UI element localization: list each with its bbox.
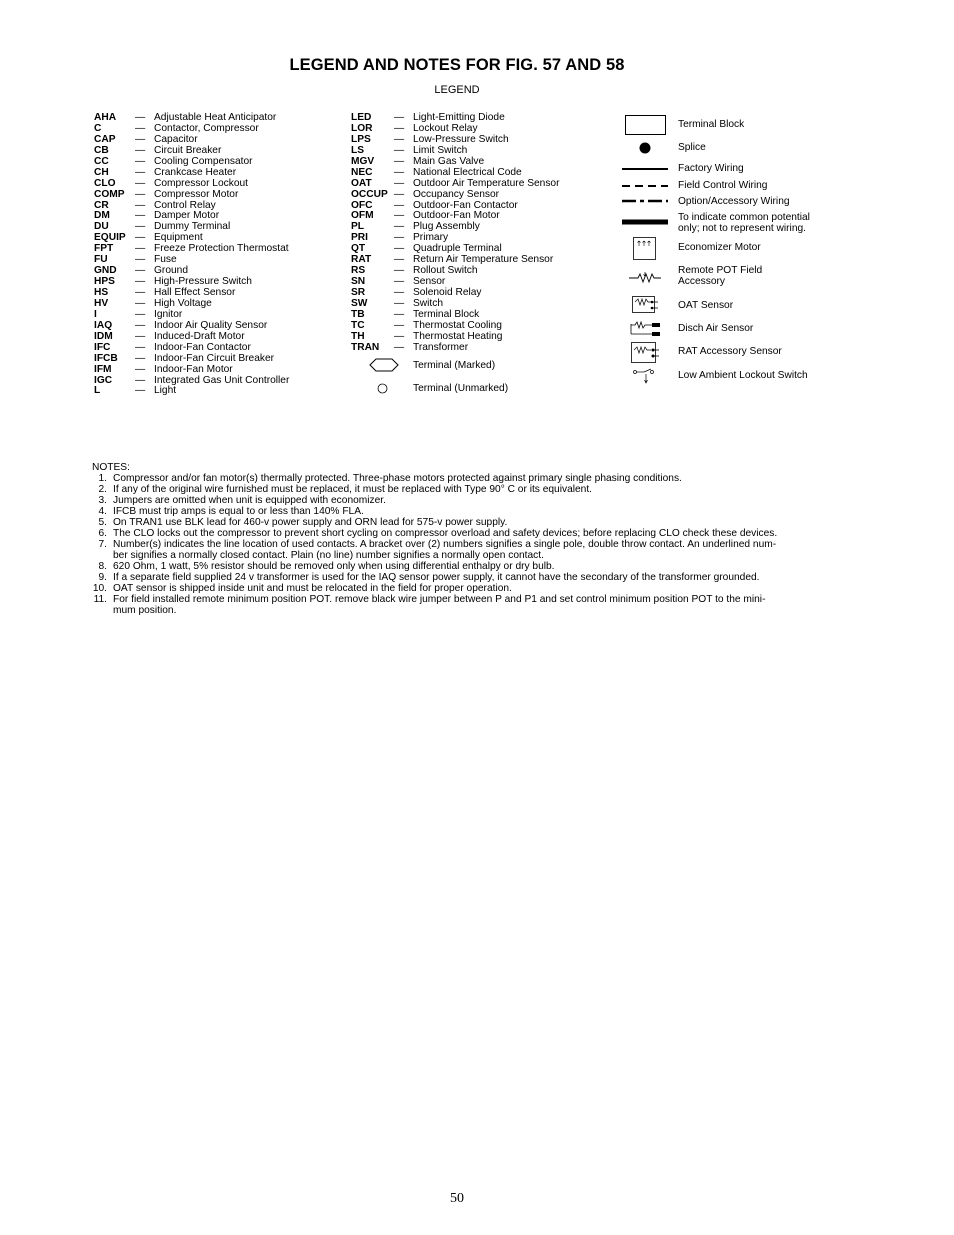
legend-description: Capacitor xyxy=(154,133,198,145)
legend-dash: — xyxy=(135,287,146,298)
legend-abbreviation: CH xyxy=(94,166,109,178)
legend-description: Outdoor-Fan Contactor xyxy=(413,199,518,211)
notes-list xyxy=(92,473,824,616)
legend-dash: — xyxy=(394,199,405,211)
legend-heading: LEGEND xyxy=(434,84,480,96)
legend-dash: — xyxy=(135,166,146,178)
note-number: 3. xyxy=(98,495,107,506)
legend-description: Damper Motor xyxy=(154,210,220,222)
legend-abbreviation: L xyxy=(94,385,101,397)
legend-abbreviation: SR xyxy=(351,287,366,298)
legend-abbreviation: I xyxy=(94,308,97,320)
note-item xyxy=(92,594,824,616)
note-item xyxy=(92,473,824,484)
disch-air-sensor-icon xyxy=(630,321,662,339)
legend-abbreviation: HPS xyxy=(94,276,115,288)
legend-description: Indoor-Fan Contactor xyxy=(154,341,251,353)
note-item xyxy=(92,539,824,561)
legend-description: Indoor-Fan Motor xyxy=(154,363,233,375)
note-item xyxy=(92,517,824,528)
legend-description: Low-Pressure Switch xyxy=(413,133,509,145)
legend-description: Control Relay xyxy=(154,199,216,211)
legend-abbreviation: MGV xyxy=(351,155,375,167)
legend-description: Primary xyxy=(413,232,449,244)
disch-air-sensor-label: Disch Air Sensor xyxy=(678,323,754,334)
legend-description: Main Gas Valve xyxy=(413,155,485,167)
legend-description: Light xyxy=(154,385,177,397)
factory-wiring-icon xyxy=(622,166,668,172)
legend-abbreviation: TB xyxy=(351,308,365,320)
legend-abbreviation: IAQ xyxy=(94,319,113,331)
legend-abbreviation: FU xyxy=(94,254,108,266)
legend-abbreviation: COMP xyxy=(94,188,125,200)
legend-dash: — xyxy=(394,254,405,266)
legend-dash: — xyxy=(135,177,146,189)
low-ambient-lockout-switch-icon xyxy=(632,367,658,387)
legend-description: High-Pressure Switch xyxy=(154,276,252,288)
legend-abbreviation: LPS xyxy=(351,133,371,145)
legend-description: Outdoor Air Temperature Sensor xyxy=(413,177,560,189)
legend-abbreviation: LS xyxy=(351,144,365,156)
note-item xyxy=(92,561,824,572)
splice-label: Splice xyxy=(678,142,706,153)
terminal-marked-icon xyxy=(369,358,399,372)
legend-description: Cooling Compensator xyxy=(154,155,253,167)
legend-dash: — xyxy=(135,385,146,397)
legend-abbreviation: SW xyxy=(351,297,368,309)
legend-description: Return Air Temperature Sensor xyxy=(413,254,554,266)
legend-abbreviation: QT xyxy=(351,243,366,255)
common-potential-icon xyxy=(622,218,668,226)
legend-abbreviation: TH xyxy=(351,330,365,342)
legend-dash: — xyxy=(394,232,405,244)
legend-description: Dummy Terminal xyxy=(154,221,231,233)
legend-abbreviation: OAT xyxy=(351,177,372,189)
legend-abbreviation: EQUIP xyxy=(94,232,126,244)
note-text: For field installed remote minimum position POT. remove black wire jumper between P and P1 and set control minimum position POT to the mini- xyxy=(113,594,766,605)
legend-dash: — xyxy=(135,112,146,123)
option-accessory-wiring-icon xyxy=(622,198,668,204)
remote-pot-line-2: Accessory xyxy=(678,276,725,287)
note-number: 8. xyxy=(98,561,107,572)
legend-dash: — xyxy=(394,287,405,298)
legend-abbreviation: HV xyxy=(94,297,109,309)
legend-description: Sensor xyxy=(413,276,446,288)
legend-dash: — xyxy=(394,112,405,123)
legend-abbreviation: PRI xyxy=(351,232,368,244)
legend-abbreviation: CR xyxy=(94,199,109,211)
legend-abbreviation: LOR xyxy=(351,122,373,134)
note-number: 6. xyxy=(98,528,107,539)
note-number: 4. xyxy=(98,506,107,517)
legend-dash: — xyxy=(394,177,405,189)
legend-dash: — xyxy=(135,276,146,288)
legend-abbreviation: RAT xyxy=(351,254,372,266)
legend-description: Compressor Motor xyxy=(154,188,239,200)
note-number: 2. xyxy=(98,484,107,495)
note-text: OAT sensor is shipped inside unit and must be relocated in the field for proper operation. xyxy=(113,583,512,594)
legend-abbreviation: RS xyxy=(351,265,366,277)
note-number: 11. xyxy=(93,594,107,605)
oat-sensor-icon xyxy=(632,296,660,316)
legend-dash: — xyxy=(135,133,146,145)
note-text: 620 Ohm, 1 watt, 5% resistor should be removed only when using differential enthalpy or dry bulb. xyxy=(113,561,555,572)
terminal-unmarked-icon xyxy=(377,383,389,395)
legend-dash: — xyxy=(394,166,405,178)
legend-dash: — xyxy=(394,297,405,309)
note-text: The CLO locks out the compressor to prevent short cycling on compressor overload and safety devices; before replacing CLO check these devices. xyxy=(113,528,778,539)
note-number: 9. xyxy=(98,572,107,583)
legend-description: Crankcase Heater xyxy=(154,166,237,178)
common-potential-line-2: only; not to represent wiring. xyxy=(678,223,806,234)
remote-pot-label xyxy=(678,265,762,287)
legend-description: Freeze Protection Thermostat xyxy=(154,243,289,255)
legend-description: Solenoid Relay xyxy=(413,287,482,298)
note-number: 7. xyxy=(98,539,107,550)
legend-description: National Electrical Code xyxy=(413,166,522,178)
legend-dash: — xyxy=(135,308,146,320)
note-item xyxy=(92,528,824,539)
option-accessory-wiring-label: Option/Accessory Wiring xyxy=(678,196,790,207)
legend-dash: — xyxy=(135,254,146,266)
legend-dash: — xyxy=(135,341,146,353)
legend-description: Plug Assembly xyxy=(413,221,480,233)
remote-pot-line-1: Remote POT Field xyxy=(678,265,763,276)
rat-accessory-sensor-icon xyxy=(631,342,661,364)
legend-dash: — xyxy=(394,155,405,167)
legend-dash: — xyxy=(394,308,405,320)
legend-dash: — xyxy=(135,199,146,211)
legend-description: Contactor, Compressor xyxy=(154,122,259,134)
legend-description: Equipment xyxy=(154,232,203,244)
terminal-marked-label: Terminal (Marked) xyxy=(413,360,496,371)
page-number: 50 xyxy=(450,1191,464,1206)
page-title: LEGEND AND NOTES FOR FIG. 57 AND 58 xyxy=(289,56,625,74)
note-text: Compressor and/or fan motor(s) thermally protected. Three-phase motors protected against primary single phasing conditions. xyxy=(113,473,682,484)
legend-abbreviation: OFC xyxy=(351,199,373,211)
legend-dash: — xyxy=(394,144,405,156)
legend-abbreviation: HS xyxy=(94,287,109,298)
legend-description: Lockout Relay xyxy=(413,122,478,134)
legend-description: Limit Switch xyxy=(413,144,468,156)
legend-description: Transformer xyxy=(413,341,469,353)
legend-abbreviation: C xyxy=(94,122,102,134)
legend-dash: — xyxy=(135,144,146,156)
note-item xyxy=(92,495,824,506)
legend-description: Light-Emitting Diode xyxy=(413,112,505,123)
remote-pot-icon xyxy=(628,271,662,285)
note-number: 5. xyxy=(98,517,107,528)
legend-description: Outdoor-Fan Motor xyxy=(413,210,500,222)
legend-abbreviation: TC xyxy=(351,319,365,331)
low-ambient-lockout-switch-label: Low Ambient Lockout Switch xyxy=(678,370,808,381)
legend-description: Integrated Gas Unit Controller xyxy=(154,374,290,386)
note-number: 10. xyxy=(92,583,107,594)
legend-description: Quadruple Terminal xyxy=(413,243,502,255)
legend-abbreviation: OCCUP xyxy=(351,188,388,200)
note-text: Number(s) indicates the line location of used contacts. A bracket over (2) numbers signifies a single pole, double throw contact. An underlined num- xyxy=(113,539,777,550)
legend-abbreviation: OFM xyxy=(351,210,374,222)
legend-abbreviation: IFCB xyxy=(94,352,118,364)
legend-dash: — xyxy=(394,210,405,222)
note-text: On TRAN1 use BLK lead for 460-v power supply and ORN lead for 575-v power supply. xyxy=(113,517,508,528)
legend-dash: — xyxy=(135,221,146,233)
common-potential-line-1: To indicate common potential xyxy=(678,212,810,223)
legend-description: High Voltage xyxy=(154,297,212,309)
legend-description: Terminal Block xyxy=(413,308,480,320)
legend-dash: — xyxy=(135,243,146,255)
legend-dash: — xyxy=(135,297,146,309)
rat-accessory-sensor-label: RAT Accessory Sensor xyxy=(678,346,782,357)
note-item xyxy=(92,506,824,517)
legend-abbreviation: CLO xyxy=(94,177,116,189)
legend-description: Ignitor xyxy=(154,308,183,320)
note-number: 1. xyxy=(98,473,107,484)
legend-abbreviation: CC xyxy=(94,155,109,167)
legend-abbreviation: CB xyxy=(94,144,109,156)
legend-description: Hall Effect Sensor xyxy=(154,287,236,298)
legend-abbreviation: DU xyxy=(94,221,109,233)
note-text: Jumpers are omitted when unit is equipped with economizer. xyxy=(113,495,386,506)
legend-abbreviation: DM xyxy=(94,210,110,222)
legend-abbreviation: NEC xyxy=(351,166,373,178)
legend-abbreviation: AHA xyxy=(94,112,117,123)
legend-description: Adjustable Heat Anticipator xyxy=(154,112,277,123)
legend-description: Occupancy Sensor xyxy=(413,188,500,200)
legend-abbreviation: IFC xyxy=(94,341,111,353)
note-text: If any of the original wire furnished must be replaced, it must be replaced with Type 90° C or its equivalent. xyxy=(113,484,592,495)
legend-dash: — xyxy=(135,188,146,200)
legend-dash: — xyxy=(394,188,405,200)
note-item xyxy=(92,484,824,495)
legend-dash: — xyxy=(394,265,405,277)
legend-abbreviation: IGC xyxy=(94,374,113,386)
legend-description: Thermostat Cooling xyxy=(413,319,502,331)
note-item xyxy=(92,572,824,583)
field-control-wiring-label: Field Control Wiring xyxy=(678,180,768,191)
legend-description: Indoor Air Quality Sensor xyxy=(154,319,268,331)
legend-description: Thermostat Heating xyxy=(413,330,503,342)
legend-description: Circuit Breaker xyxy=(154,144,222,156)
legend-dash: — xyxy=(394,133,405,145)
note-text: If a separate field supplied 24 v transformer is used for the IAQ sensor power supply, it cannot have the secondary of the transformer grounded. xyxy=(113,572,760,583)
legend-dash: — xyxy=(135,265,146,277)
legend-dash: — xyxy=(394,221,405,233)
legend-abbreviation: CAP xyxy=(94,133,116,145)
economizer-motor-icon xyxy=(633,237,657,261)
common-potential-label xyxy=(678,212,810,234)
splice-icon xyxy=(639,142,653,156)
legend-dash: — xyxy=(135,363,146,375)
legend-dash: — xyxy=(135,352,146,364)
legend-abbreviation: PL xyxy=(351,221,365,233)
field-control-wiring-icon xyxy=(622,183,668,189)
terminal-unmarked-label: Terminal (Unmarked) xyxy=(413,383,509,394)
legend-abbreviation: LED xyxy=(351,112,372,123)
legend-dash: — xyxy=(135,374,146,386)
legend-abbreviation: IDM xyxy=(94,330,113,342)
oat-sensor-label: OAT Sensor xyxy=(678,300,734,311)
legend-dash: — xyxy=(135,319,146,331)
legend-dash: — xyxy=(135,330,146,342)
legend-abbreviation: FPT xyxy=(94,243,114,255)
factory-wiring-label: Factory Wiring xyxy=(678,163,744,174)
terminal-block-label: Terminal Block xyxy=(678,119,745,130)
legend-abbreviation: TRAN xyxy=(351,341,380,353)
legend-dash: — xyxy=(394,319,405,331)
legend-description: Ground xyxy=(154,265,188,277)
note-text: ber signifies a normally closed contact. Plain (no line) number signifies a normally open contact. xyxy=(113,550,544,561)
note-text: IFCB must trip amps is equal to or less than 140% FLA. xyxy=(113,506,364,517)
legend-abbreviation: GND xyxy=(94,265,117,277)
legend-description: Fuse xyxy=(154,254,177,266)
legend-description: Switch xyxy=(413,297,444,309)
legend-abbreviation: IFM xyxy=(94,363,112,375)
terminal-block-icon xyxy=(625,115,667,136)
legend-description: Rollout Switch xyxy=(413,265,478,277)
note-text: mum position. xyxy=(113,605,177,616)
legend-dash: — xyxy=(394,341,405,353)
legend-dash: — xyxy=(135,155,146,167)
legend-description: Induced-Draft Motor xyxy=(154,330,245,342)
legend-dash: — xyxy=(394,330,405,342)
legend-dash: — xyxy=(135,232,146,244)
legend-dash: — xyxy=(135,210,146,222)
legend-description: Compressor Lockout xyxy=(154,177,248,189)
notes-heading: NOTES: xyxy=(92,462,130,473)
legend-dash: — xyxy=(394,276,405,288)
note-item xyxy=(92,583,824,594)
legend-dash: — xyxy=(394,122,405,134)
legend-dash: — xyxy=(394,243,405,255)
legend-description: Indoor-Fan Circuit Breaker xyxy=(154,352,275,364)
legend-dash: — xyxy=(135,122,146,134)
notes-section xyxy=(92,462,824,616)
economizer-motor-label: Economizer Motor xyxy=(678,242,761,253)
legend-abbreviation: SN xyxy=(351,276,366,288)
